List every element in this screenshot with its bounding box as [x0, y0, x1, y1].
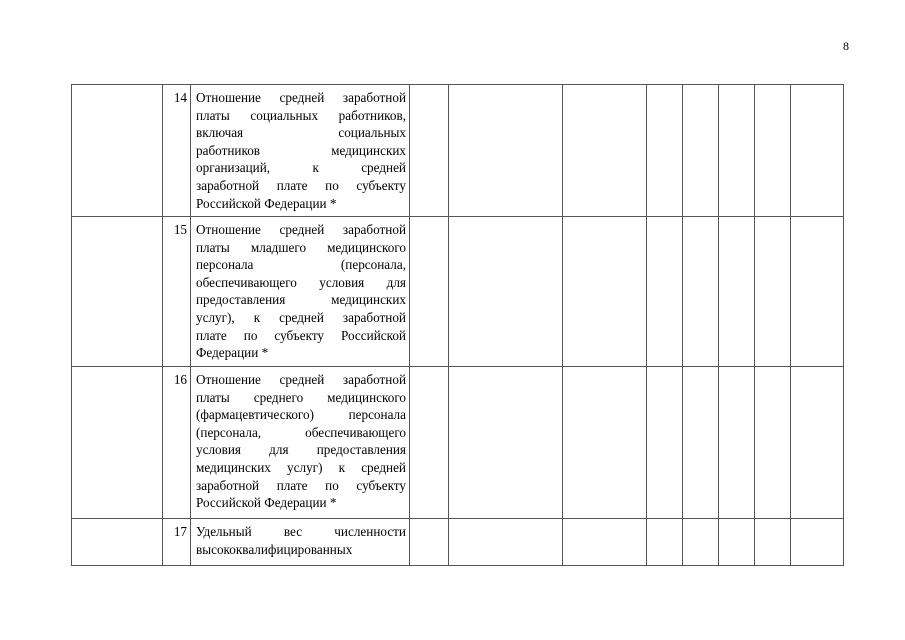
- text-line: (фармацевтического) персонала: [196, 407, 406, 423]
- row-number: 17: [163, 519, 191, 566]
- table-cell-empty: [791, 519, 844, 566]
- row-number: 16: [163, 367, 191, 519]
- text-line: включая социальных: [196, 125, 406, 141]
- table-row: [72, 85, 844, 217]
- text-line: обеспечивающего условия для: [196, 274, 406, 290]
- table-cell-empty: [755, 217, 791, 367]
- text-line: организаций, к средней: [196, 160, 406, 176]
- table-cell-empty: [563, 217, 647, 367]
- table-row: [72, 519, 844, 566]
- table-cell-empty: [683, 367, 719, 519]
- table-cell-empty: [755, 367, 791, 519]
- table-cell-empty: [755, 519, 791, 566]
- text-line: платы среднего медицинского: [196, 389, 406, 405]
- text-line: Отношение средней заработной: [196, 90, 406, 105]
- table-cell-empty: [449, 519, 563, 566]
- table-cell-empty: [410, 217, 449, 367]
- table-cell-empty: [719, 519, 755, 566]
- table-cell-empty: [72, 367, 163, 519]
- row-number: 15: [163, 217, 191, 367]
- indicator-name: [191, 85, 410, 217]
- text-line: Удельный вес численности: [196, 524, 406, 539]
- table-cell-empty: [719, 367, 755, 519]
- table-cell-empty: [719, 217, 755, 367]
- text-line: платы младшего медицинского: [196, 239, 406, 255]
- table-row: [72, 217, 844, 367]
- text-line: высококвалифицированных: [196, 541, 353, 557]
- table-cell-empty: [410, 85, 449, 217]
- table-cell-empty: [410, 367, 449, 519]
- text-line: работников медицинских: [196, 142, 406, 158]
- table-cell-empty: [719, 85, 755, 217]
- table-cell-empty: [449, 367, 563, 519]
- text-line: платы социальных работников,: [196, 107, 406, 123]
- table-cell-empty: [449, 85, 563, 217]
- text-line: Российской Федерации *: [196, 195, 337, 211]
- table-cell-empty: [647, 367, 683, 519]
- text-line: условия для предоставления: [196, 442, 406, 458]
- text-line: Отношение средней заработной: [196, 222, 406, 237]
- text-line: заработной плате по субъекту: [196, 177, 406, 193]
- table-row: [72, 367, 844, 519]
- indicator-name: [191, 519, 410, 566]
- indicator-name: [191, 217, 410, 367]
- text-line: заработной плате по субъекту: [196, 477, 406, 493]
- indicator-name: [191, 367, 410, 519]
- table-cell-empty: [755, 85, 791, 217]
- table-cell-empty: [449, 217, 563, 367]
- table-cell-empty: [683, 85, 719, 217]
- table-cell-empty: [410, 519, 449, 566]
- table-cell-empty: [72, 519, 163, 566]
- table-cell-empty: [563, 85, 647, 217]
- text-line: Российской Федерации *: [196, 495, 337, 511]
- page-number: 8: [843, 39, 849, 53]
- table-cell-empty: [72, 217, 163, 367]
- table-cell-empty: [683, 217, 719, 367]
- row-number: 14: [163, 85, 191, 217]
- table-cell-empty: [563, 367, 647, 519]
- table-cell-empty: [791, 217, 844, 367]
- text-line: услуг), к средней заработной: [196, 309, 406, 325]
- table-cell-empty: [563, 519, 647, 566]
- table-cell-empty: [72, 85, 163, 217]
- table-cell-empty: [791, 85, 844, 217]
- text-line: (персонала, обеспечивающего: [196, 424, 406, 440]
- table-cell-empty: [647, 519, 683, 566]
- table-cell-empty: [791, 367, 844, 519]
- text-line: Отношение средней заработной: [196, 372, 406, 387]
- indicators-table: [71, 84, 844, 566]
- text-line: предоставления медицинских: [196, 292, 406, 308]
- table-cell-empty: [647, 85, 683, 217]
- text-line: персонала (персонала,: [196, 257, 406, 273]
- text-line: плате по субъекту Российской: [196, 327, 406, 343]
- text-line: медицинских услуг) к средней: [196, 459, 406, 475]
- table-cell-empty: [647, 217, 683, 367]
- text-line: Федерации *: [196, 345, 269, 361]
- table-cell-empty: [683, 519, 719, 566]
